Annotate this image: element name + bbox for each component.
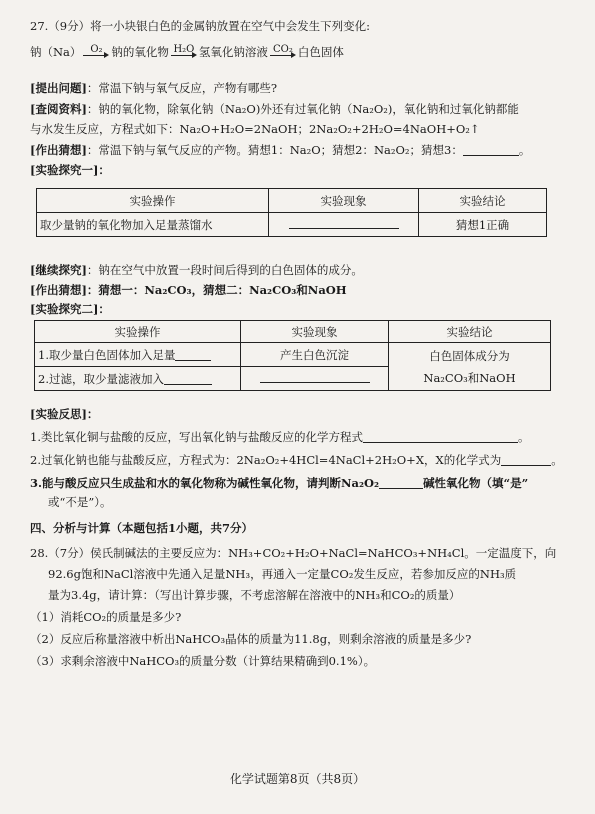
reflect-1: 1.类比氧化铜与盐酸的反应，写出氧化钠与盐酸反应的化学方程式 。 [30,430,530,444]
reaction-chain [30,44,344,61]
t1-obs-cell [269,213,419,237]
page-footer: 化学试题第8页（共8页） [229,772,366,786]
r2-blank[interactable] [501,453,551,466]
t2-header-op: 实验操作 [35,321,241,343]
section-4-title: 四、分析与计算（本题包括1小题，共7分） [30,521,254,535]
chain-oxide: 钠的氧化物 [111,45,169,59]
arrow-h2o: H₂O [171,45,197,61]
arrow-co2: CO₂ [270,45,296,61]
t1-header-op: 实验操作 [37,189,269,213]
t1-header-conc: 实验结论 [419,189,547,213]
q28-line-2: 92.6g饱和NaCl溶液中先通入足量NH₃，再通入一定量CO₂发生反应，若参加反应的NH₃质 [48,567,517,581]
q28-sub-1: （1）消耗CO₂的质量是多少? [30,610,182,624]
arrow-o2: O₂ [83,45,109,61]
guess-line: [作出猜想]：常温下钠与氧气反应的产物。猜想1：Na₂O；猜想2：Na₂O₂；猜想3： 。 [30,143,531,157]
guess2-line: [作出猜想]：猜想一：Na₂CO₃，猜想二：Na₂CO₃和NaOH [30,283,347,297]
continue-line: [继续探究]：钠在空气中放置一段时间后得到的白色固体的成分。 [30,263,363,277]
chain-start: 钠（Na） [30,45,82,59]
t1-obs-blank[interactable] [289,217,399,229]
t1-header-obs: 实验现象 [269,189,419,213]
q27-heading: 27.（9分）将一小块银白色的金属钠放置在空气中会发生下列变化: [30,19,370,33]
t1-op: 取少量钠的氧化物加入足量蒸馏水 [37,213,269,237]
t2-header-obs: 实验现象 [241,321,389,343]
guess3-blank[interactable] [463,143,519,156]
t1-conclusion: 猜想1正确 [419,213,547,237]
q28-line-1: 28.（7分）侯氏制碱法的主要反应为：NH₃+CO₂+H₂O+NaCl=NaHCO₃+NH₄Cl。一定温度下，向 [30,546,557,560]
t2-obs1: 产生白色沉淀 [241,343,389,367]
chain-solid: 白色固体 [297,45,344,59]
chain-naoh: 氢氧化钠溶液 [198,45,268,59]
reference-line-2: 与水发生反应，方程式如下：Na₂O+H₂O=2NaOH；2Na₂O₂+2H₂O=4NaOH+O₂↑ [30,122,480,136]
t2-obs2-blank[interactable] [260,371,370,383]
exp1-heading: [实验探究一]： [30,163,110,177]
t2-obs2-cell [241,367,389,391]
r3-blank[interactable] [379,476,423,489]
r1-blank[interactable] [363,430,518,443]
q28-sub-3: （3）求剩余溶液中NaHCO₃的质量分数（计算结果精确到0.1%）。 [30,654,376,668]
t2-op2: 2.过滤，取少量滤液加入 [35,367,241,391]
t2-op1: 1.取少量白色固体加入足量 [35,343,241,367]
reflect-3b: 或“不是”）。 [48,495,112,509]
t2-op1-blank[interactable] [175,348,211,361]
t2-op2-blank[interactable] [164,372,212,385]
t2-header-conc: 实验结论 [389,321,551,343]
reflect-3a: 3.能与酸反应只生成盐和水的氧化物称为碱性氧化物，请判断Na₂O₂ 碱性氧化物（填“是” [30,476,529,490]
problem-line: [提出问题]：常温下钠与氧气反应，产物有哪些? [30,81,278,95]
q28-line-3: 量为3.4g，请计算：（写出计算步骤，不考虑溶解在溶液中的NH₃和CO₂的质量） [48,588,461,602]
experiment-table-2 [34,320,551,391]
reference-line-1: [查阅资料]：钠的氧化物，除氧化钠（Na₂O)外还有过氧化钠（Na₂O₂)，氧化钠和过氧化钠都能 [30,102,519,116]
experiment-table-1 [36,188,547,237]
exp2-heading: [实验探究二]： [30,302,110,316]
t2-conclusion: 白色固体成分为 Na₂CO₃和NaOH [389,343,551,391]
q28-sub-2: （2）反应后称量溶液中析出NaHCO₃晶体的质量为11.8g，则剩余溶液的质量是多少? [30,632,472,646]
reflect-heading: [实验反思]： [30,407,99,421]
reflect-2: 2.过氧化钠也能与盐酸反应，方程式为：2Na₂O₂+4HCl=4NaCl+2H₂O+X，X的化学式为 。 [30,453,563,467]
